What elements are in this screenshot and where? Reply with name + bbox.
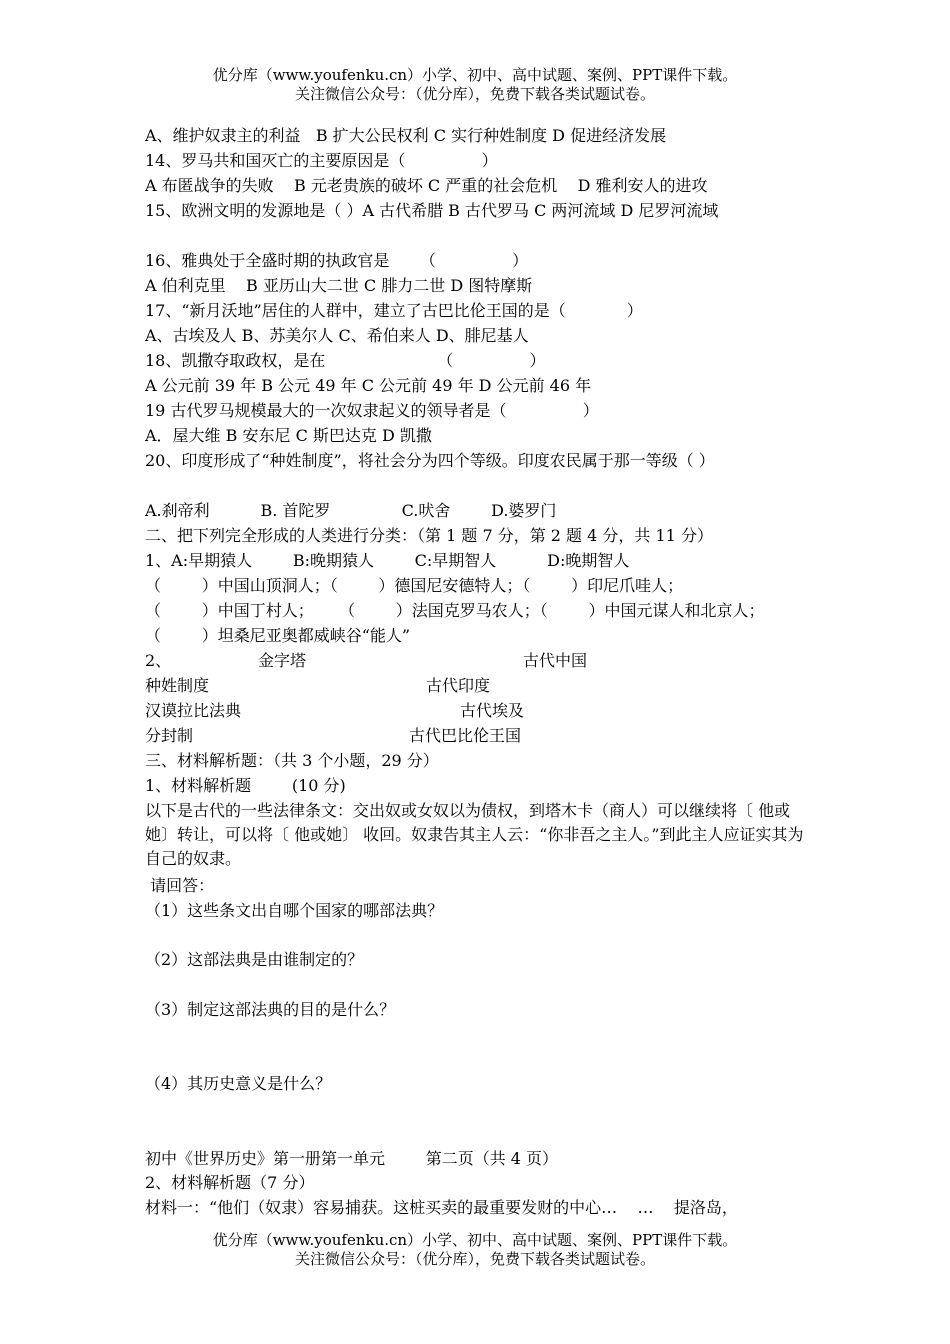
match-right-item: 古代印度 [426,676,491,695]
part3-q2-title: 2、材料解析题（7 分） [145,1173,315,1192]
q14-options: A 布匿战争的失败 B 元老贵族的破坏 C 严重的社会危机 D 雅利安人的进攻 [145,176,708,195]
part3-title: 三、材料解析题：（共 3 个小题，29 分） [145,751,439,770]
match-left-item: 分封制 [145,726,194,745]
match-right-item: 古代埃及 [460,701,525,720]
match-left-item: 金字塔 [258,651,307,670]
q17-options: A、古埃及人 B、苏美尔人 C、希伯来人 D、腓尼基人 [145,326,529,345]
part3-q1-material: 以下是古代的一些法律条文：交出奴或女奴以为债权，到塔木卡（商人）可以继续将〔 他或她〕转让，可以将〔 他或她〕 收回。奴隶告其主人云：“你非吾之主人。”到此主人应证实其为自己的奴隶。 [145,801,804,868]
q16-stem: 16、雅典处于全盛时期的执政官是 （ ） [145,251,529,270]
match-right-item: 古代中国 [523,651,588,670]
part2-q1-row-3: （ ）坦桑尼亚奥都威峡谷“能人” [145,626,411,645]
part3-q1-prompt: 请回答： [145,876,215,895]
part3-q1-title: 1、材料解析题 (10 分) [145,776,346,795]
page-footer: 初中《世界历史》第一册第一单元 第二页（共 4 页） [145,1149,559,1168]
match-left-item: 汉谟拉比法典 [145,701,242,720]
footer-line-2: 关注微信公众号：（优分库），免费下载各类试题试卷。 [294,1250,655,1268]
q17-stem: 17、“新月沃地”居住的人群中，建立了古巴比伦王国的是（ ） [145,301,643,320]
q19-options: A．屋大维 B 安东尼 C 斯巴达克 D 凯撒 [145,426,432,445]
footer-line-1: 优分库（www.youfenku.cn）小学、初中、高中试题、案例、PPT课件下载。 [212,1231,738,1249]
q13-options: A、维护奴隶主的利益 B 扩大公民权利 C 实行种姓制度 D 促进经济发展 [145,126,667,145]
match-left-item: 种姓制度 [145,676,210,695]
q20-stem: 20、印度形成了“种姓制度”，将社会分为四个等级。印度农民属于那一等级（ ） [145,451,715,470]
part2-title: 二、把下列完全形成的人类进行分类：（第 1 题 7 分，第 2 题 4 分，共 11 分） [145,526,713,545]
q14-stem: 14、罗马共和国灭亡的主要原因是（ ） [145,151,498,170]
part3-q1-sub-1: （1）这些条文出自哪个国家的哪部法典？ [145,901,444,920]
part2-q2-number: 2、 [145,651,172,670]
match-right-item: 古代巴比伦王国 [409,726,522,745]
q15-stem: 15、欧洲文明的发源地是（ ）A 古代希腊 B 古代罗马 C 两河流域 D 尼罗河流域 [145,201,719,220]
q18-stem: 18、凯撒夺取政权，是在 （ ） [145,351,546,370]
header-line-2: 关注微信公众号：（优分库），免费下载各类试题试卷。 [294,85,655,103]
q20-options: A.刹帝利 B. 首陀罗 C.吠舍 D.婆罗门 [145,501,557,520]
part2-q1-options: 1、A:早期猿人 B:晚期猿人 C:早期智人 D:晚期智人 [145,551,630,570]
part3-q2-material: 材料一：“他们（奴隶）容易捕获。这桩买卖的最重要发财的中心… … 提洛岛， [145,1198,738,1217]
part2-q1-row-2: （ ）中国丁村人； （ ）法国克罗马农人；（ ）中国元谋人和北京人； [145,601,765,620]
part3-q1-sub-3: （3）制定这部法典的目的是什么？ [145,1000,396,1019]
q19-stem: 19 古代罗马规模最大的一次奴隶起义的领导者是（ ） [145,401,599,420]
header-line-1: 优分库（www.youfenku.cn）小学、初中、高中试题、案例、PPT课件下载。 [212,66,738,84]
part2-q1-row-1: （ ）中国山顶洞人；（ ）德国尼安德特人；（ ）印尼爪哇人； [145,576,684,595]
q18-options: A 公元前 39 年 B 公元 49 年 C 公元前 49 年 D 公元前 46 年 [145,376,592,395]
part3-q1-sub-4: （4）其历史意义是什么？ [145,1074,332,1093]
part3-q1-sub-2: （2）这部法典是由谁制定的？ [145,950,364,969]
q16-options: A 伯利克里 B 亚历山大二世 C 腓力二世 D 图特摩斯 [145,276,533,295]
